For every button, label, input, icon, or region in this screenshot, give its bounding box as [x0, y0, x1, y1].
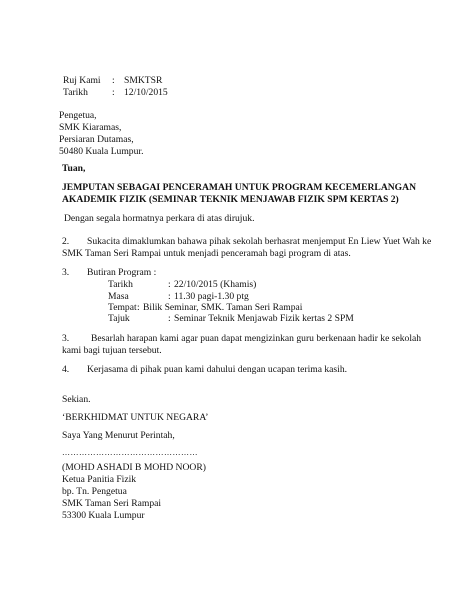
detail-label-masa: Masa	[108, 291, 129, 302]
detail-colon: :	[137, 302, 140, 313]
paragraph-2-line-1: Sukacita dimaklumkan bahawa pihak sekolah berhasrat menjemput En Liew Yuet Wah ke	[87, 236, 432, 247]
signature-line: …………………………………………	[62, 448, 198, 457]
signatory-name: (MOHD ASHADI B MOHD NOOR)	[62, 462, 206, 473]
signatory-address: 53300 Kuala Lumpur	[62, 510, 145, 521]
opening-line: Dengan segala hormatnya perkara di atas dirujuk.	[64, 213, 255, 224]
detail-value-tarikh: 22/10/2015 (Khamis)	[174, 279, 257, 290]
detail-value-masa: 11.30 pagi-1.30 ptg	[174, 291, 249, 302]
detail-colon: :	[168, 279, 171, 290]
tarikh-colon: :	[112, 87, 115, 98]
paragraph-4-text: Kerjasama di pihak puan kami dahului dengan ucapan terima kasih.	[87, 364, 348, 375]
signatory-bp: bp. Tn. Pengetua	[62, 486, 127, 497]
ruj-colon: :	[112, 75, 115, 86]
recipient-line-3: Persiaran Dutamas,	[59, 134, 134, 145]
detail-label-tempat: Tempat	[108, 302, 137, 313]
subject-line-2: AKADEMIK FIZIK (SEMINAR TEKNIK MENJAWAB FIZIK SPM KERTAS 2)	[62, 194, 399, 205]
detail-colon: :	[168, 291, 171, 302]
sekian-text: Sekian.	[62, 394, 91, 405]
detail-label-tajuk: Tajuk	[108, 313, 130, 324]
recipient-line-1: Pengetua,	[59, 110, 97, 121]
recipient-line-4: 50480 Kuala Lumpur.	[59, 146, 144, 157]
saya-yang-menurut-perintah: Saya Yang Menurut Perintah,	[62, 430, 175, 441]
signatory-title: Ketua Panitia Fizik	[62, 474, 137, 485]
program-details-title: Butiran Program :	[87, 267, 157, 278]
detail-value-tempat: Bilik Seminar, SMK. Taman Seri Rampai	[143, 302, 303, 313]
tarikh-label: Tarikh	[63, 87, 88, 98]
paragraph-number: 3.	[62, 333, 70, 344]
recipient-line-2: SMK Kiaramas,	[59, 122, 122, 133]
detail-colon: :	[168, 313, 171, 324]
motto-text: ‘BERKHIDMAT UNTUK NEGARA’	[62, 412, 209, 423]
paragraph-number: 3.	[62, 267, 70, 278]
paragraph-number: 4.	[62, 364, 70, 375]
subject-line-1: JEMPUTAN SEBAGAI PENCERAMAH UNTUK PROGRAM KECEMERLANGAN	[62, 182, 416, 193]
paragraph-3-line-1: Besarlah harapan kami agar puan dapat mengizinkan guru berkenaan hadir ke sekolah	[91, 333, 422, 344]
detail-value-tajuk: Seminar Teknik Menjawab Fizik kertas 2 SPM	[174, 313, 354, 324]
paragraph-number: 2.	[62, 236, 70, 247]
ruj-value: SMKTSR	[124, 75, 163, 86]
paragraph-2-line-2: SMK Taman Seri Rampai untuk menjadi penceramah bagi program di atas.	[62, 248, 351, 259]
paragraph-3-line-2: kami bagi tujuan tersebut.	[62, 345, 162, 356]
detail-label-tarikh: Tarikh	[108, 279, 133, 290]
ruj-label: Ruj Kami	[63, 75, 101, 86]
salutation: Tuan,	[62, 163, 86, 174]
tarikh-value: 12/10/2015	[124, 87, 168, 98]
signatory-school: SMK Taman Seri Rampai	[62, 498, 162, 509]
